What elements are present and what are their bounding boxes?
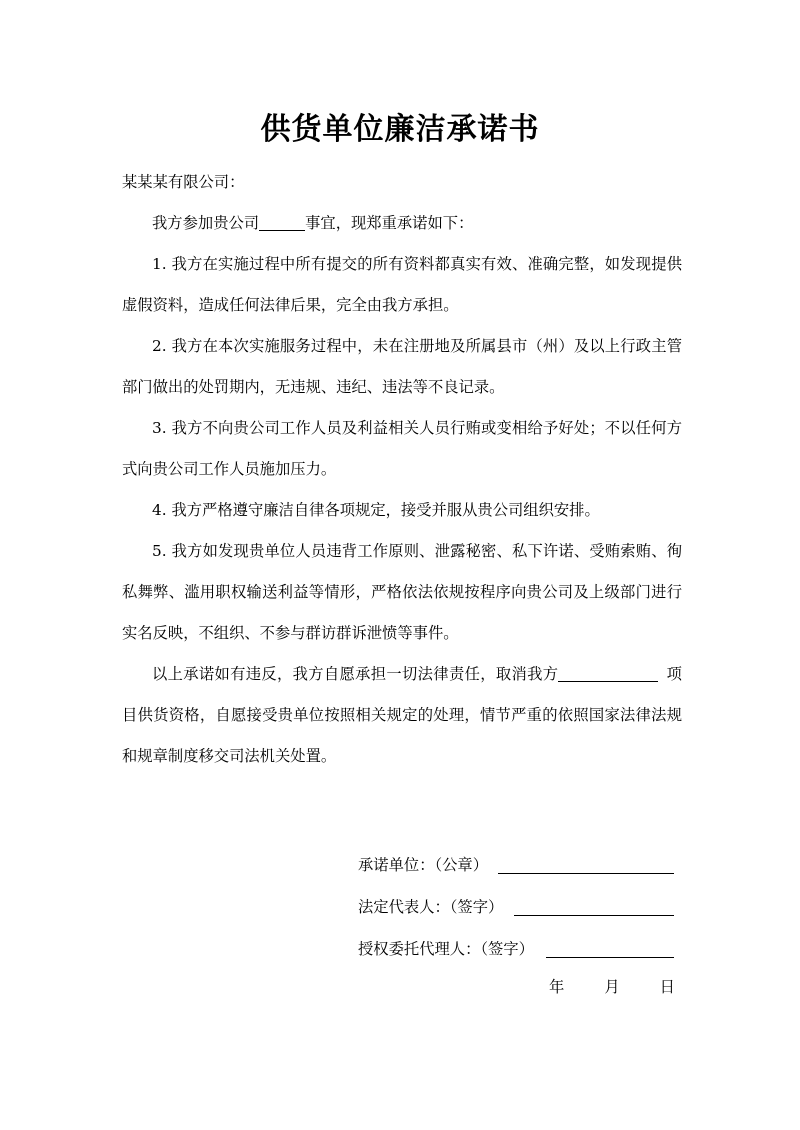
promise-item-2: 2. 我方在本次实施服务过程中，未在注册地及所属县市（州）及以上行政主管部门做出的处罚期内，无违规、违纪、违法等不良记录。 (122, 337, 682, 396)
document-body (122, 162, 682, 777)
date-month: 月 (604, 978, 620, 996)
promise-item-3: 3. 我方不向贵公司工作人员及利益相关人员行贿或变相给予好处；不以任何方式向贵公司工作人员施加压力。 (122, 419, 682, 478)
signature-label-unit: 承诺单位：（公章） (358, 856, 489, 874)
signature-row-legal-rep (358, 886, 688, 928)
signature-line-unit (498, 872, 674, 874)
promise-item-5: 5. 我方如发现贵单位人员违背工作原则、泄露秘密、私下许诺、受贿索贿、徇私舞弊、滥用职权输送利益等情形，严格依法依规按程序向贵公司及上级部门进行实名反映，不组织、不参与群访群诉泄愤等事件。 (122, 542, 682, 642)
intro-after: 事宜，现郑重承诺如下： (305, 214, 474, 232)
signature-label-legal-rep: 法定代表人：（签字） (358, 898, 504, 916)
promise-item-1: 1. 我方在实施过程中所有提交的所有资料都真实有效、准确完整，如发现提供虚假资料，造成任何法律后果，完全由我方承担。 (122, 255, 682, 314)
document-title: 供货单位廉洁承诺书 (260, 112, 540, 147)
salutation: 某某某有限公司： (122, 173, 245, 191)
signature-line-agent (546, 956, 674, 958)
closing-before: 以上承诺如有违反，我方自愿承担一切法律责任，取消我方 (152, 665, 559, 683)
project-blank (558, 663, 658, 682)
date-line (549, 972, 675, 1002)
date-day: 日 (659, 978, 675, 996)
date-year: 年 (549, 978, 565, 996)
signature-row-unit (358, 844, 688, 886)
promise-item-4: 4. 我方严格遵守廉洁自律各项规定，接受并服从贵公司组织安排。 (152, 501, 600, 519)
intro-before: 我方参加贵公司 (152, 214, 260, 232)
intro-blank (259, 212, 305, 231)
signature-label-agent: 授权委托代理人：（签字） (358, 940, 534, 958)
closing-paragraph (122, 654, 682, 777)
signature-line-legal-rep (514, 914, 674, 916)
signature-row-agent (358, 928, 688, 970)
signature-block (358, 844, 688, 970)
intro-paragraph (122, 203, 682, 244)
closing-after: 项目供货资格，自愿接受贵单位按照相关规定的处理，情节严重的依照国家法律法规和规章制度移交司法机关处置。 (122, 665, 682, 765)
